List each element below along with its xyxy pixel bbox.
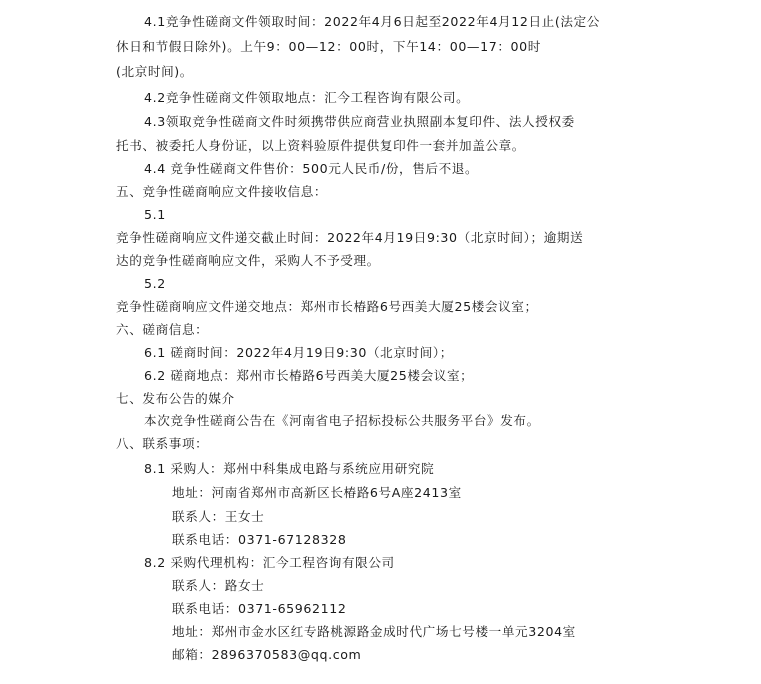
text-line: 休日和节假日除外)。上午9：00—12：00时，下午14：00—17：00时 bbox=[116, 39, 541, 54]
text-line: 地址：郑州市金水区红专路桃源路金成时代广场七号楼一单元3204室 bbox=[172, 624, 576, 639]
text-line: 4.3领取竞争性磋商文件时须携带供应商营业执照副本复印件、法人授权委 bbox=[144, 114, 575, 129]
text-line: 5.2 bbox=[144, 276, 166, 291]
text-line: 竞争性磋商响应文件递交截止时间：2022年4月19日9:30（北京时间）；逾期送 bbox=[116, 230, 584, 245]
text-line: 6.2 磋商地点：郑州市长椿路6号西美大厦25楼会议室； bbox=[144, 368, 474, 383]
text-line: 达的竞争性磋商响应文件，采购人不予受理。 bbox=[116, 253, 380, 268]
text-line: 本次竞争性磋商公告在《河南省电子招标投标公共服务平台》发布。 bbox=[144, 413, 540, 428]
text-line: 4.4 竞争性磋商文件售价：500元人民币/份，售后不退。 bbox=[144, 161, 479, 176]
text-line: 8.2 采购代理机构：汇今工程咨询有限公司 bbox=[144, 555, 395, 570]
text-line: 邮箱：2896370583@qq.com bbox=[172, 647, 362, 662]
text-line: 联系人：王女士 bbox=[172, 509, 265, 524]
text-line: 联系人：路女士 bbox=[172, 578, 265, 593]
text-line: (北京时间)。 bbox=[116, 64, 193, 79]
text-line: 地址：河南省郑州市高新区长椿路6号A座2413室 bbox=[172, 485, 462, 500]
text-line: 4.2竞争性磋商文件领取地点：汇今工程咨询有限公司。 bbox=[144, 90, 470, 105]
section-heading: 六、磋商信息： bbox=[116, 322, 209, 337]
text-line: 竞争性磋商响应文件递交地点：郑州市长椿路6号西美大厦25楼会议室； bbox=[116, 299, 538, 314]
text-line: 联系电话：0371-65962112 bbox=[172, 601, 347, 616]
text-line: 4.1竞争性磋商文件领取时间：2022年4月6日起至2022年4月12日止(法定公 bbox=[144, 14, 600, 29]
text-line: 8.1 采购人：郑州中科集成电路与系统应用研究院 bbox=[144, 461, 435, 476]
text-line: 5.1 bbox=[144, 207, 166, 222]
section-heading: 五、竞争性磋商响应文件接收信息： bbox=[116, 184, 328, 199]
section-heading: 八、联系事项： bbox=[116, 436, 209, 451]
text-line: 联系电话：0371-67128328 bbox=[172, 532, 347, 547]
text-line: 6.1 磋商时间：2022年4月19日9:30（北京时间）； bbox=[144, 345, 454, 360]
text-line: 托书、被委托人身份证，以上资料验原件提供复印件一套并加盖公章。 bbox=[116, 138, 526, 153]
section-heading: 七、发布公告的媒介 bbox=[116, 391, 235, 406]
